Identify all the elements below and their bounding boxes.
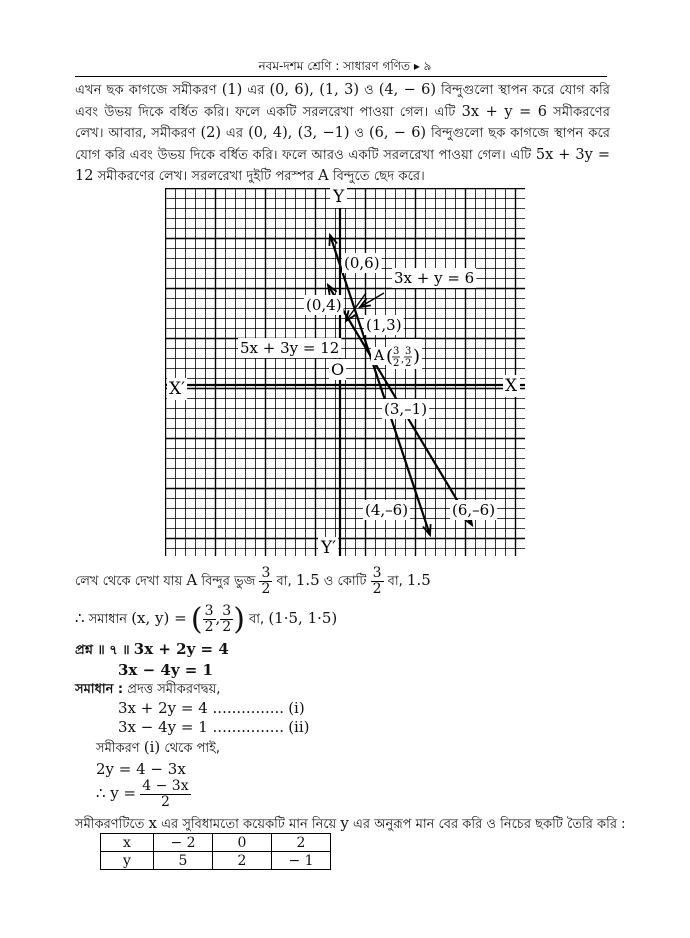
- text-run: বিন্দুগুলো স্থাপন করে যোগ করি এবং উভয় দিকে বর্ধিত করি। ফলে একটি সরলরেখা পাওয়া গেল। এটি: [75, 83, 611, 120]
- math-run: 5x + 3y = 12: [75, 146, 610, 184]
- math-run: A: [318, 168, 329, 184]
- axis-label-x-neg: X′: [169, 379, 185, 399]
- var-y: y: [340, 814, 349, 832]
- result-text-a: লেখ থেকে দেখা যায়: [75, 574, 187, 589]
- coord-comma: ,: [401, 354, 405, 365]
- point-label: (1,3): [366, 316, 402, 334]
- line-label: 5x + 3y = 12: [240, 339, 340, 357]
- value-table: [100, 833, 331, 870]
- text-run: ও: [359, 83, 379, 98]
- point-label: (6,–6): [452, 501, 496, 519]
- table-cell: x: [101, 834, 154, 852]
- question-eq2: 3x − 4y = 1: [118, 661, 213, 679]
- solution-or: বা,: [244, 612, 269, 627]
- axis-label-y-neg: Y′: [321, 538, 337, 556]
- math-run: 3x + y = 6: [461, 103, 548, 120]
- line-label: 3x + y = 6: [394, 269, 475, 287]
- step2-num: 4 − 3x: [142, 778, 189, 794]
- eq1-text: 3x + 2y = 4 ...............: [118, 699, 285, 717]
- math-run: (0, 6), (1, 3): [269, 82, 360, 98]
- equation-i: [118, 699, 305, 717]
- solution-label: সমাধান :: [75, 682, 124, 697]
- eq2-tag: (ii): [288, 718, 310, 736]
- from-eq-a: সমীকরণ: [96, 741, 144, 756]
- fraction-abscissa: [259, 566, 272, 597]
- question-label: প্রশ্ন ॥ ৭ ॥: [75, 643, 130, 658]
- step2-line: [96, 779, 191, 810]
- table-intro-a: সমীকরণটিতে: [75, 817, 149, 832]
- result-line: [75, 566, 431, 597]
- abscissa-value: 1.5: [295, 571, 320, 589]
- table-cell: 0: [213, 834, 272, 852]
- text-run: এর: [242, 83, 270, 98]
- point-label: (0,4): [306, 296, 342, 314]
- fraction-y: [220, 604, 233, 635]
- text-run: বিন্দুগুলো ছক কাগজে স্থাপন করে যোগ করি এবং উভয় দিকে বর্ধিত করি। ফলে আরও একটি সরলরেখা পাওয়া গেল। এটি: [75, 126, 611, 163]
- table-cell: − 2: [154, 834, 213, 852]
- therefore-sign: ∴: [75, 609, 85, 627]
- step2-den: 2: [160, 794, 170, 810]
- frac-den: 2: [261, 581, 271, 597]
- step1: 2y = 4 − 3x: [96, 760, 186, 778]
- pointer-line: [360, 293, 384, 307]
- text-run: এখন ছক কাগজে সমীকরণ: [75, 83, 222, 98]
- math-run: (2): [200, 125, 222, 141]
- header-rule: [75, 76, 607, 77]
- table-cell: 5: [154, 852, 213, 870]
- coord-num: 3: [393, 346, 400, 357]
- question-line: [75, 640, 229, 662]
- page-header: নবম-দশম শ্রেণি : সাধারণ গণিত ▸ ৯: [258, 59, 432, 73]
- close-paren: ): [233, 602, 245, 637]
- equation-ii: [118, 718, 310, 736]
- text-run: ও: [349, 126, 369, 141]
- frac-num: 3: [261, 565, 271, 581]
- ordinate-value: 1.5: [406, 571, 431, 589]
- coord-den: 2: [405, 358, 412, 369]
- intro-paragraph: [75, 80, 610, 188]
- text-run: সমীকরণের লেখ। আবার, সমীকরণ: [75, 104, 610, 141]
- table-intro-b: এর সুবিধামতো কয়েকটি মান নিয়ে: [157, 817, 341, 832]
- table-cell: 2: [213, 852, 272, 870]
- step2-lhs: ∴ y =: [96, 784, 137, 802]
- eq1-tag: (i): [288, 699, 305, 717]
- coord-paren-close: ): [413, 346, 421, 367]
- from-eq-b: থেকে পাই,: [160, 741, 221, 756]
- point-a-ref: A: [186, 571, 198, 589]
- from-eq-line: [96, 738, 220, 760]
- frac-num: 3: [222, 603, 232, 619]
- result-text-d: ও কোটি: [319, 574, 371, 589]
- point-label: (4,–6): [365, 501, 409, 519]
- math-run: (1): [221, 82, 243, 98]
- solution-word: সমাধান: [84, 612, 132, 627]
- point-label: (3,–1): [384, 400, 428, 418]
- solution-line: ∴ সমাধান (x, y) = ( $\frac{3}{2}$ , $\frac{3}{2}$ ) বা, (1·5, 1·5): [75, 602, 338, 637]
- table-cell: 2: [272, 834, 331, 852]
- question-eq2-line: [118, 661, 213, 679]
- from-eq-tag: (i): [143, 738, 161, 756]
- eq2-text: 3x − 4y = 1 ...............: [118, 718, 285, 736]
- frac-num: 3: [204, 603, 214, 619]
- math-run: (0, 4), (3, −1): [248, 125, 350, 141]
- axis-label-origin: O: [331, 360, 345, 379]
- axis-label-x: X: [505, 376, 518, 396]
- table-intro-c: এর অনুরূপ মান বের করি ও নিচের ছকটি তৈরি করি :: [348, 817, 626, 832]
- solution-heading: [75, 680, 220, 701]
- math-run: (6, − 6): [368, 125, 427, 141]
- solution-decimal: (1·5, 1·5): [268, 609, 338, 627]
- text-run: বিন্দুতে ছেদ করে।: [328, 169, 425, 184]
- axis-label-y: Y: [333, 188, 345, 207]
- open-paren: (: [190, 602, 203, 637]
- table-cell: − 1: [272, 852, 331, 870]
- coord-paren-open: (: [386, 346, 394, 367]
- text-run: এর: [221, 126, 249, 141]
- solution-intro: প্রদত্ত সমীকরণদ্বয়,: [123, 682, 221, 697]
- point-label: (0,6): [344, 254, 380, 272]
- var-x: x: [148, 814, 158, 832]
- frac-den: 2: [204, 619, 214, 635]
- xy-equals: (x, y) =: [131, 609, 187, 627]
- fraction-x: [203, 604, 216, 635]
- result-text-c: বা,: [272, 574, 296, 589]
- table-row: [101, 852, 331, 870]
- table-row: [101, 834, 331, 852]
- question-eq1: 3x + 2y = 4: [133, 640, 229, 658]
- result-text-b: বিন্দুর ভুজ: [197, 574, 260, 589]
- graph: [165, 188, 525, 556]
- step1-line: [96, 760, 186, 778]
- frac-den: 2: [372, 581, 382, 597]
- text-run: সমীকরণের লেখ। সরলরেখা দুইটি পরস্পর: [93, 169, 319, 184]
- step2-fraction: [140, 779, 190, 810]
- frac-den: 2: [222, 619, 232, 635]
- coord-den: 2: [393, 358, 400, 369]
- math-run: (4, − 6): [378, 82, 436, 98]
- fraction-ordinate: [371, 566, 384, 597]
- table-cell: y: [101, 852, 154, 870]
- frac-num: 3: [372, 565, 382, 581]
- result-text-c: বা,: [383, 574, 407, 589]
- coord-num: 3: [405, 346, 412, 357]
- intersection-label: A: [374, 348, 385, 364]
